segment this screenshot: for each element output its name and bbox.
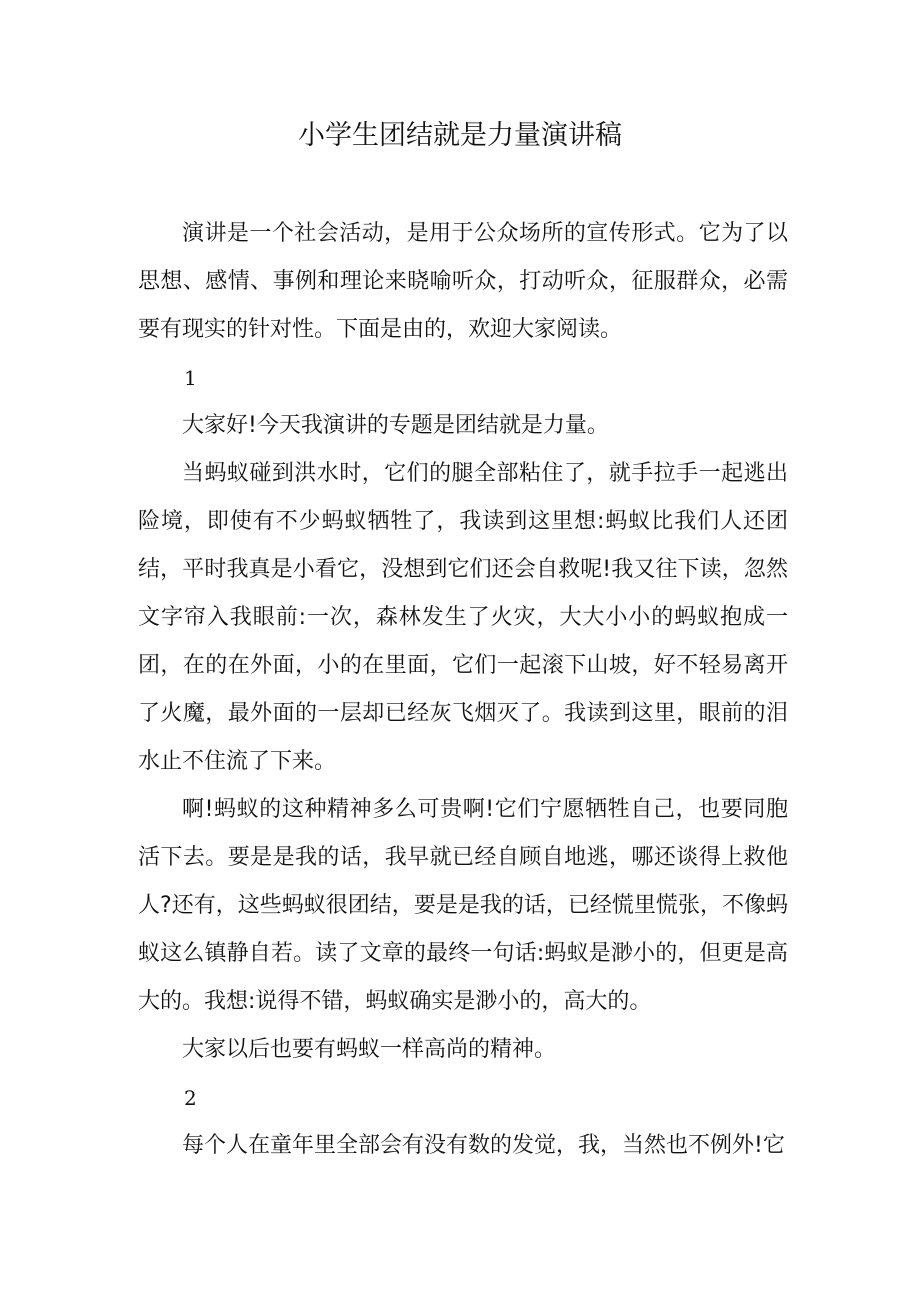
- childhood-paragraph: 每个人在童年里全部会有没有数的发觉，我，当然也不例外!它: [182, 1133, 785, 1158]
- ant-flood-paragraph: 当蚂蚁碰到洪水时，它们的腿全部粘住了，就手拉手一起逃出险境，即使有不少蚂蚁牺牲了，我读到这里想:蚂蚁比我们人还团结，平时我真是小看它，没想到它们还会自救呢!我又往下读，忽然文字帘入我眼前:一次，森林发生了火灾，大大小小的蚂蚁抱成一团，在的在外面，小的在里面，它们一起滚下山坡，好不轻易离开了火魔，最外面的一层却已经灰飞烟灭了。我读到这里，眼前的泪水止不住流了下来。: [138, 461, 788, 774]
- document-body: [138, 210, 788, 1170]
- section-number-2: 2: [184, 1086, 197, 1110]
- section-number-1: 1: [184, 366, 197, 390]
- ant-spirit-paragraph: 啊!蚂蚁的这种精神多么可贵啊!它们宁愿牺牲自己，也要同胞活下去。要是是我的话，我早就已经自顾自地逃，哪还谈得上救他人?还有，这些蚂蚁很团结，要是是我的话，已经慌里慌张，不像蚂蚁这么镇静自若。读了文章的最终一句话:蚂蚁是渺小的，但更是高大的。我想:说得不错，蚂蚁确实是渺小的，高大的。: [138, 797, 788, 1014]
- intro-paragraph: 演讲是一个社会活动，是用于公众场所的宣传形式。它为了以思想、感情、事例和理论来晓喻听众，打动听众，征服群众，必需要有现实的针对性。下面是由的，欢迎大家阅读。: [138, 221, 788, 342]
- document-title: 小学生团结就是力量演讲稿: [298, 120, 622, 151]
- closing-paragraph: 大家以后也要有蚂蚁一样高尚的精神。: [182, 1037, 557, 1062]
- greeting-paragraph: 大家好!今天我演讲的专题是团结就是力量。: [182, 413, 609, 438]
